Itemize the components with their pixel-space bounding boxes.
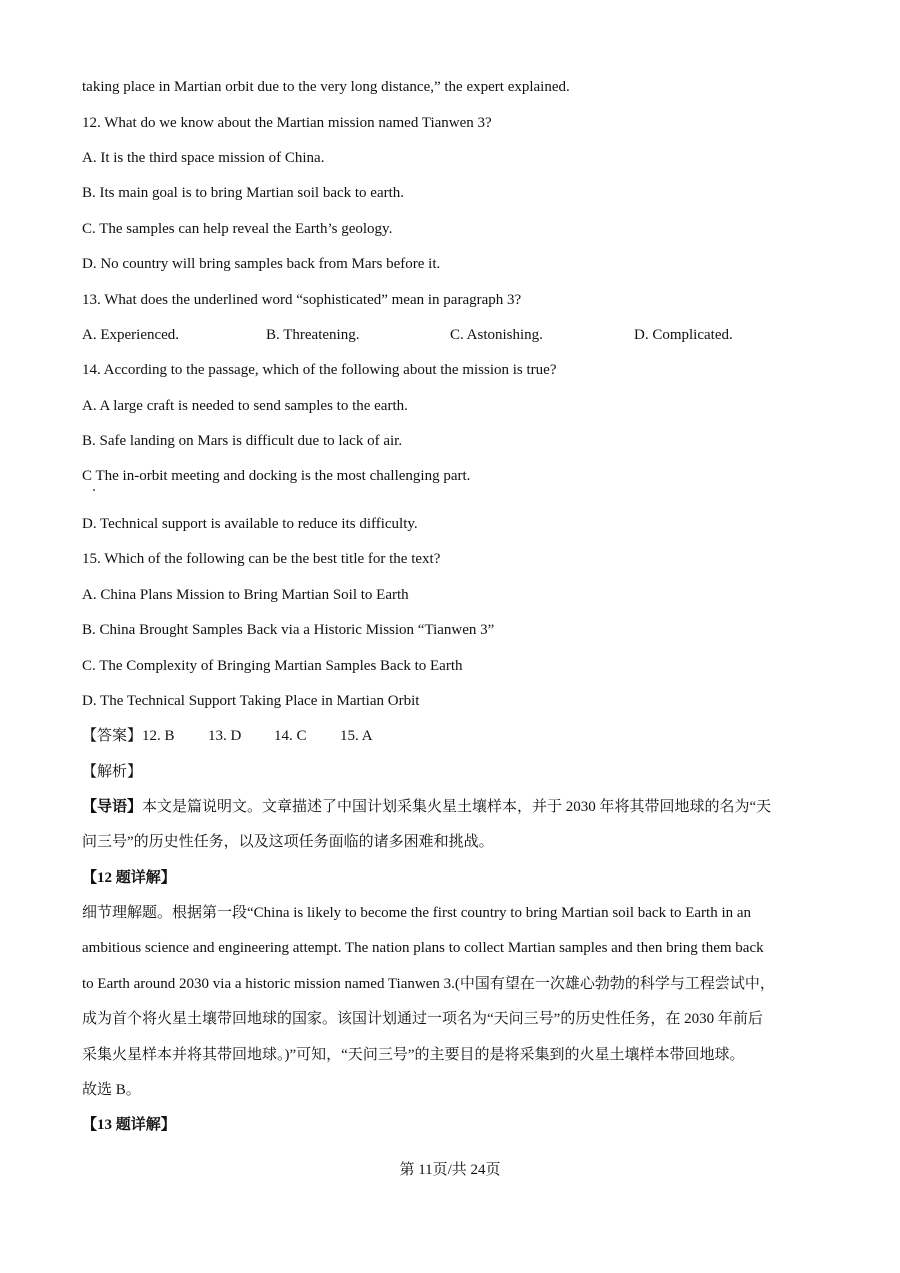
detail-12-line-2: ambitious science and engineering attempt. The nation plans to collect Martian samples and then bring them back [82, 940, 764, 956]
detail-12-line-3: to Earth around 2030 via a historic mission named Tianwen 3.(中国有望在一次雄心勃勃的科学与工程尝试中， [82, 976, 775, 992]
detail-12-label: 【12 题详解】 [82, 870, 176, 886]
q12-option-b: B. Its main goal is to bring Martian soil back to earth. [82, 185, 405, 201]
passage-line: taking place in Martian orbit due to the very long distance,” the expert explained. [82, 79, 570, 95]
answer-line [82, 726, 373, 746]
guide-line-2: 问三号”的历史性任务，以及这项任务面临的诸多困难和挑战。 [82, 834, 494, 850]
q13-option-d: D. Complicated. [634, 327, 733, 343]
q12-option-a: A. It is the third space mission of China. [82, 150, 325, 166]
question-12: 12. What do we know about the Martian mission named Tianwen 3? [82, 115, 492, 131]
q14-option-d: D. Technical support is available to reduce its difficulty. [82, 516, 418, 532]
answer-12: 12. B [142, 728, 175, 744]
q13-option-c: C. Astonishing. [450, 327, 543, 343]
q14-option-b: B. Safe landing on Mars is difficult due to lack of air. [82, 433, 403, 449]
q14-option-a: A. A large craft is needed to send samples to the earth. [82, 398, 408, 414]
q15-option-b: B. China Brought Samples Back via a Historic Mission “Tianwen 3” [82, 622, 495, 638]
guide-line-1 [82, 797, 771, 817]
q13-option-b: B. Threatening. [266, 327, 360, 343]
question-15: 15. Which of the following can be the best title for the text? [82, 551, 441, 567]
detail-12-line-5: 采集火星样本并将其带回地球。)”可知，“天问三号”的主要目的是将采集到的火星土壤样本带回地球。 [82, 1047, 745, 1063]
q14-option-c: C The in-orbit meeting and docking is the most challenging part. [82, 468, 471, 484]
answer-label: 【答案】 [82, 728, 143, 744]
q13-option-a: A. Experienced. [82, 327, 180, 343]
guide-text-1: 本文是篇说明文。文章描述了中国计划采集火星土壤样本，并于 2030 年将其带回地球的名为“天 [142, 799, 772, 815]
analysis-label: 【解析】 [82, 764, 143, 780]
q12-option-d: D. No country will bring samples back from Mars before it. [82, 256, 441, 272]
detail-12-line-6: 故选 B。 [82, 1082, 141, 1098]
answer-15: 15. A [340, 728, 373, 744]
q15-option-c: C. The Complexity of Bringing Martian Samples Back to Earth [82, 658, 463, 674]
question-14: 14. According to the passage, which of the following about the mission is true? [82, 362, 557, 378]
stray-dot [93, 489, 95, 491]
q12-option-c: C. The samples can help reveal the Earth’s geology. [82, 221, 393, 237]
question-13: 13. What does the underlined word “sophisticated” mean in paragraph 3? [82, 292, 522, 308]
answer-13: 13. D [208, 728, 242, 744]
answer-14: 14. C [274, 728, 307, 744]
guide-label: 【导语】 [82, 799, 143, 815]
detail-12-line-1: 细节理解题。根据第一段“China is likely to become the first country to bring Martian soil back to Earth in an [82, 905, 752, 921]
page-footer: 第 11页/共 24页 [399, 1162, 501, 1178]
q15-option-d: D. The Technical Support Taking Place in Martian Orbit [82, 693, 420, 709]
q15-option-a: A. China Plans Mission to Bring Martian Soil to Earth [82, 587, 409, 603]
detail-12-line-4: 成为首个将火星土壤带回地球的国家。该国计划通过一项名为“天问三号”的历史性任务，在 2030 年前后 [82, 1011, 763, 1027]
detail-13-label: 【13 题详解】 [82, 1117, 176, 1133]
